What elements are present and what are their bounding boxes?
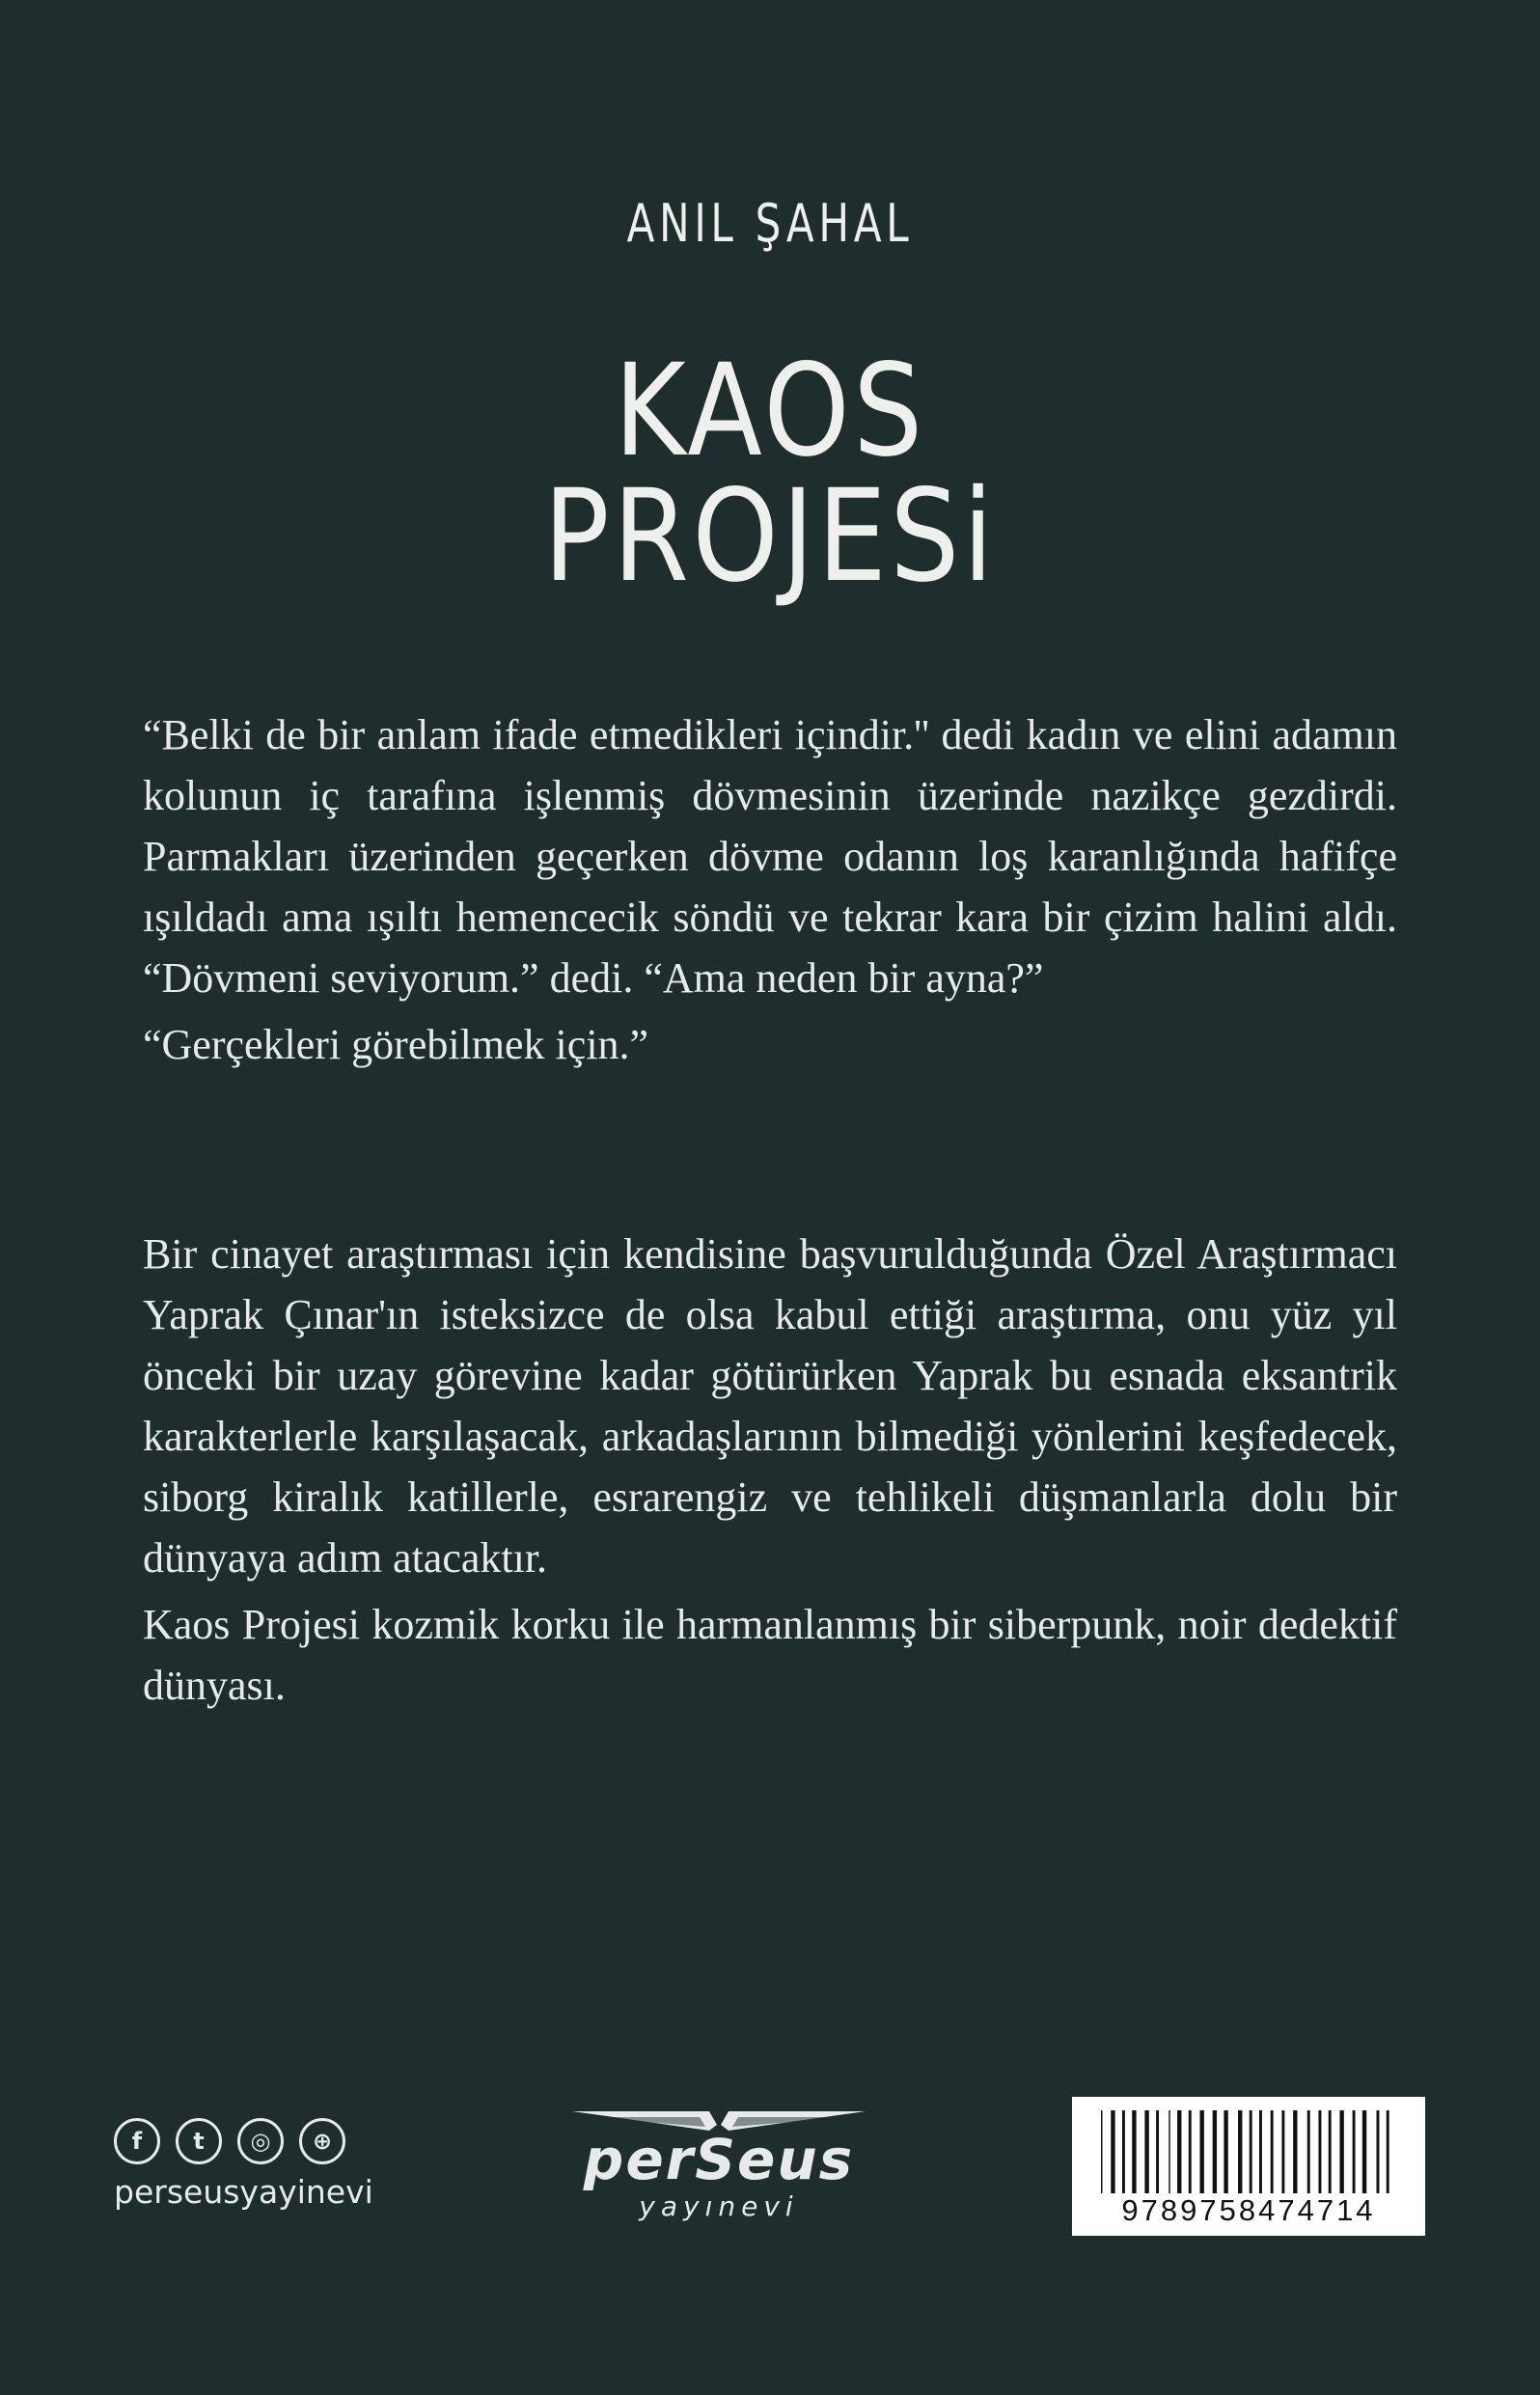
barcode-bar — [1250, 2110, 1252, 2193]
barcode-bar — [1177, 2110, 1181, 2193]
author-name: ANIL ŞAHAL — [626, 193, 914, 254]
barcode-bar — [1271, 2110, 1274, 2193]
barcode-bar — [1362, 2110, 1366, 2193]
publisher-subtitle: yayınevi — [639, 2190, 799, 2222]
barcode-bar — [1111, 2110, 1114, 2193]
barcode-bar — [1281, 2110, 1284, 2193]
description-block — [143, 1224, 1397, 1721]
title-line-2: PROJESi — [543, 462, 997, 611]
barcode-bar — [1101, 2110, 1102, 2193]
title-line-1: KAOS — [614, 337, 926, 485]
quote-block — [143, 704, 1397, 1081]
quote-paragraph-1: “Belki de bir anlam ifade etmedikleri içindir.'' dedi kadın ve elini adamın kolunun iç tarafına işlenmiş dövmesinin üzerinde nazikçe gezdirdi. Parmakları üzerinden geçerken dövme odanın loş karanlığında hafifçe ışıldadı ama ışıltı hemencecik söndü ve tekrar kara bir çizim halini aldı. “Dövmeni seviyorum.” dedi. “Ama neden bir ayna?” — [143, 711, 1397, 1002]
description-paragraph-1: Bir cinayet araştırması için kendisine başvurulduğunda Özel Araştırmacı Yaprak Çınar'ın isteksizce de olsa kabul ettiği araştırma, onu yüz yıl önceki bir uzay görevine kadar götürürken Yaprak bu esnada eksantrik karakterlerle karşılaşacak, arkadaşlarının bilmediği yönlerini keşfedecek, siborg kiralık katillerle, esrarengiz ve tehlikeli düşmanlarla dolu bir dünyaya adım atacaktır. — [143, 1230, 1397, 1582]
barcode-bars — [1101, 2110, 1396, 2193]
barcode — [1072, 2097, 1425, 2236]
barcode-bar — [1156, 2110, 1159, 2193]
globe-icon[interactable]: ⊕ — [299, 2118, 345, 2164]
social-handle[interactable]: perseusyayinevi — [114, 2173, 373, 2211]
publisher-logo — [564, 2106, 873, 2231]
description-paragraph-2: Kaos Projesi kozmik korku ile harmanlanmış bir siberpunk, noir dedektif dünyası. — [143, 1601, 1397, 1709]
barcode-bar — [1307, 2110, 1310, 2193]
barcode-bar — [1122, 2110, 1125, 2193]
facebook-icon[interactable]: f — [114, 2118, 160, 2164]
barcode-bar — [1224, 2110, 1227, 2193]
barcode-bar — [1238, 2110, 1242, 2193]
barcode-bar — [1318, 2110, 1321, 2193]
barcode-bar — [1377, 2110, 1380, 2193]
barcode-bar — [1259, 2110, 1262, 2193]
barcode-bar — [1132, 2110, 1136, 2193]
barcode-bar — [1329, 2110, 1332, 2193]
barcode-bar — [1293, 2110, 1297, 2193]
publisher-name: perSeus — [583, 2127, 855, 2192]
isbn-number: 9789758474714 — [1121, 2193, 1376, 2227]
barcode-bar — [1144, 2110, 1148, 2193]
instagram-icon[interactable]: ◎ — [237, 2118, 284, 2164]
social-icons — [114, 2118, 345, 2164]
barcode-bar — [1189, 2110, 1192, 2193]
quote-paragraph-2: “Gerçekleri görebilmek için.” — [143, 1021, 649, 1068]
barcode-bar — [1387, 2110, 1389, 2193]
twitter-icon[interactable]: t — [176, 2118, 222, 2164]
barcode-bar — [1353, 2110, 1356, 2193]
barcode-bar — [1339, 2110, 1343, 2193]
barcode-bar — [1213, 2110, 1217, 2193]
barcode-bar — [1199, 2110, 1203, 2193]
